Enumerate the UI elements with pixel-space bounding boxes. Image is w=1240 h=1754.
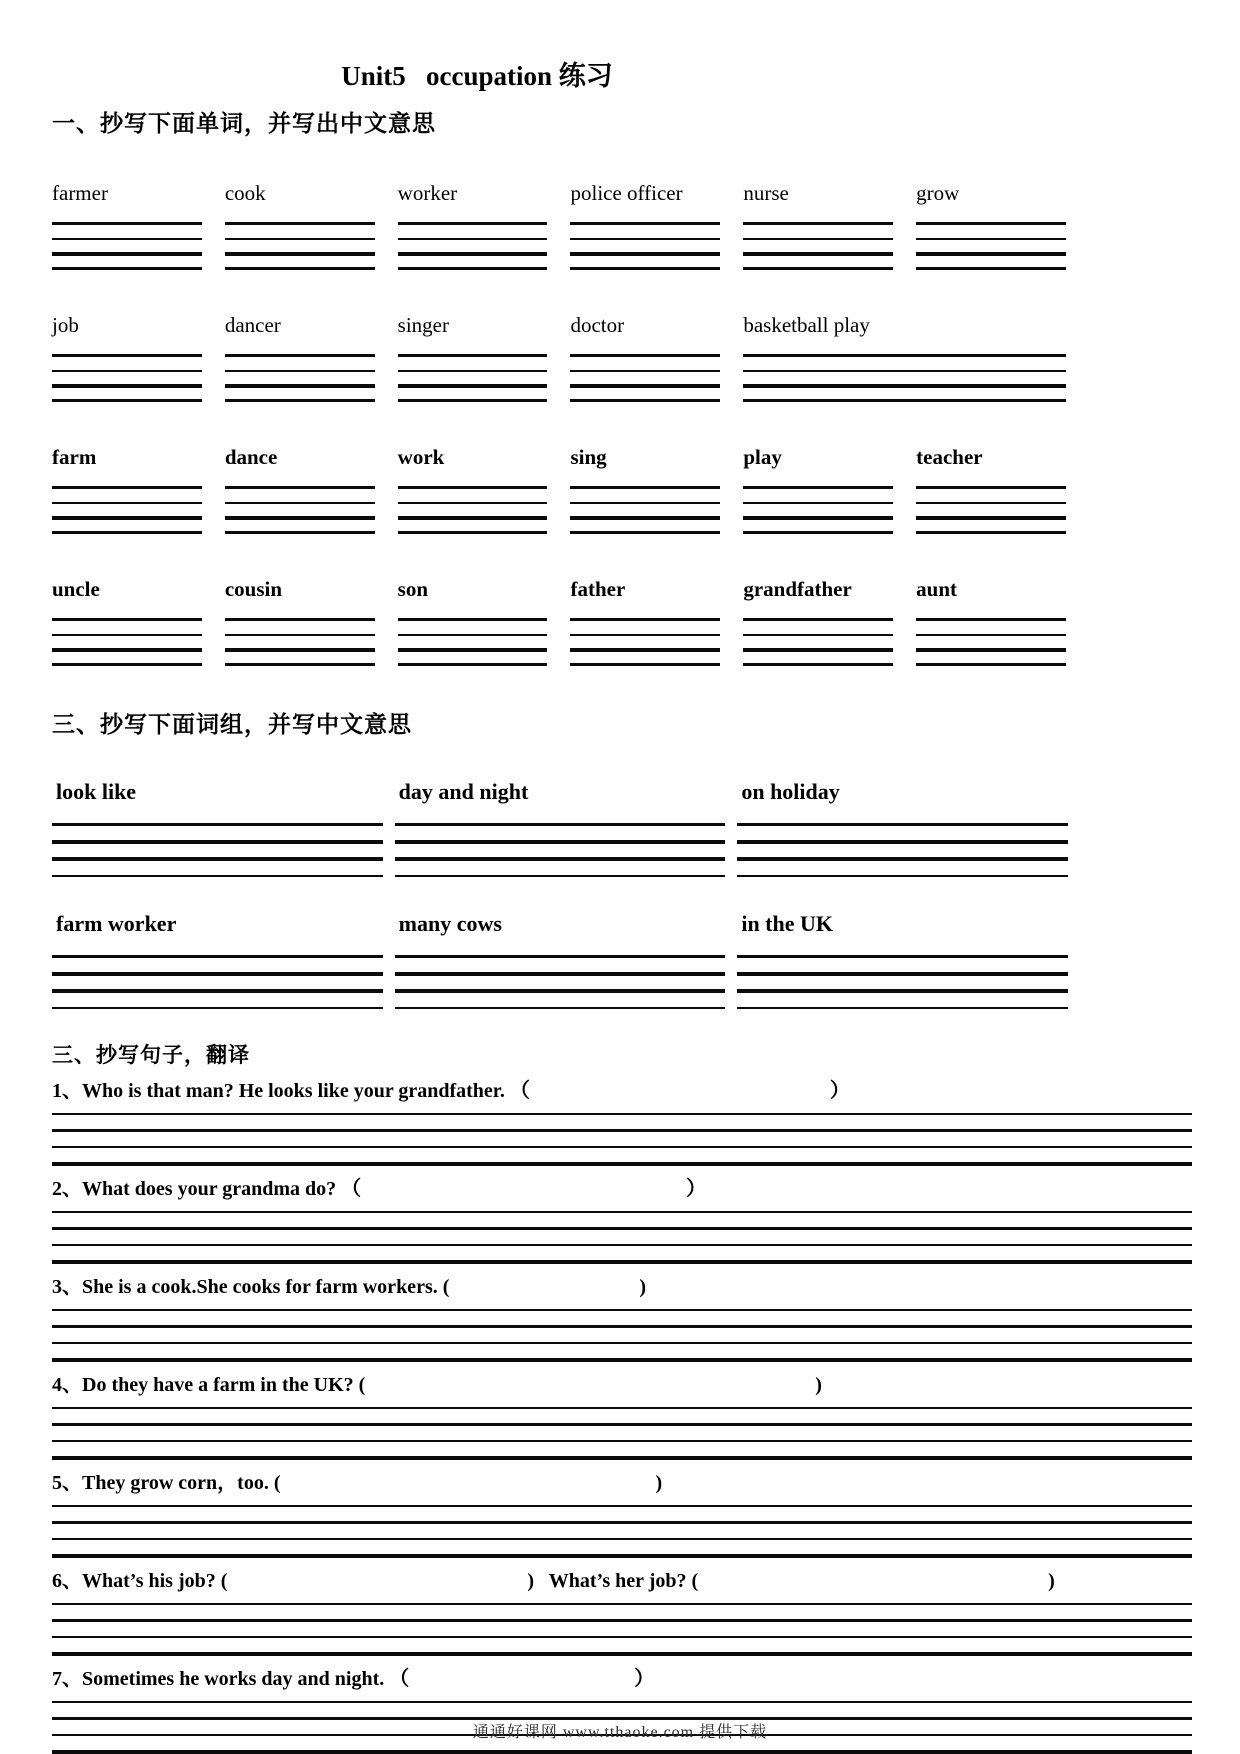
section-heading-sentences: 三、抄写句子，翻译: [52, 1044, 250, 1067]
writing-line: [52, 1244, 1192, 1246]
word-cell: [570, 310, 720, 402]
writing-line: [52, 840, 383, 844]
writing-line: [398, 252, 548, 256]
sentence-text: 1、Who is that man? He looks like your grandfather. （ ）: [52, 1080, 850, 1102]
phrase-cell: [395, 907, 726, 1009]
writing-line: [52, 399, 202, 402]
writing-line: [570, 486, 720, 489]
word-label: aunt: [916, 577, 958, 601]
writing-line: [570, 370, 720, 372]
word-label: cook: [224, 181, 266, 205]
page-title: Unit5 occupation 练习: [341, 61, 613, 91]
writing-line: [570, 663, 720, 666]
word-cell: [52, 442, 202, 534]
writing-line: [570, 618, 720, 621]
writing-line: [570, 531, 720, 534]
writing-line: [737, 989, 1068, 993]
writing-line: [52, 663, 202, 666]
sentence-row: [52, 1175, 1192, 1264]
word-cell: [398, 574, 548, 666]
sentence-text: 4、Do they have a farm in the UK? ( ): [52, 1374, 822, 1396]
writing-line: [52, 1521, 1192, 1524]
word-cell: [52, 574, 202, 666]
sentence-row: [52, 1469, 1192, 1558]
writing-line: [743, 252, 893, 256]
writing-line: [225, 516, 375, 520]
writing-line: [398, 531, 548, 534]
writing-line: [570, 516, 720, 520]
writing-lines: [52, 354, 202, 402]
writing-line: [743, 486, 893, 489]
word-cell: [570, 442, 720, 534]
writing-line: [398, 663, 548, 666]
writing-line: [52, 516, 202, 520]
writing-lines: [52, 1309, 1192, 1362]
writing-lines: [737, 823, 1068, 877]
writing-line: [225, 618, 375, 621]
writing-line: [743, 238, 893, 240]
writing-lines: [743, 222, 893, 270]
writing-line: [225, 648, 375, 652]
writing-line: [743, 354, 1066, 357]
writing-line: [225, 634, 375, 636]
writing-line: [737, 823, 1068, 826]
sentence-row: [52, 1567, 1192, 1656]
sentence-row: [52, 1273, 1192, 1362]
word-cell: [225, 178, 375, 270]
writing-line: [52, 502, 202, 504]
writing-line: [398, 238, 548, 240]
sentence-row: [52, 1371, 1192, 1460]
word-label: grandfather: [743, 577, 852, 601]
writing-line: [743, 399, 1066, 402]
writing-line: [737, 857, 1068, 861]
writing-line: [916, 516, 1066, 520]
writing-lines: [570, 222, 720, 270]
writing-line: [225, 238, 375, 240]
word-label: singer: [397, 313, 449, 337]
writing-line: [52, 1701, 1192, 1703]
writing-line: [52, 1750, 1192, 1754]
phrase-cell: [52, 907, 383, 1009]
word-label: basketball play: [743, 313, 870, 337]
word-cell: [398, 442, 548, 534]
writing-line: [916, 531, 1066, 534]
word-label: cousin: [224, 577, 283, 601]
writing-lines: [916, 222, 1066, 270]
writing-line: [52, 1619, 1192, 1622]
writing-line: [225, 399, 375, 402]
writing-line: [570, 252, 720, 256]
writing-lines: [743, 486, 893, 534]
footer-credit: 通通好课网 www.tthaoke.com 提供下载: [472, 1724, 768, 1741]
writing-line: [225, 370, 375, 372]
word-cell: [225, 574, 375, 666]
word-cell: [743, 574, 893, 666]
writing-line: [570, 238, 720, 240]
writing-lines: [52, 486, 202, 534]
word-label: uncle: [52, 577, 100, 601]
writing-line: [395, 989, 726, 993]
writing-lines: [570, 486, 720, 534]
word-cell: [398, 310, 548, 402]
writing-lines: [52, 222, 202, 270]
word-label: play: [743, 445, 782, 469]
writing-line: [916, 238, 1066, 240]
writing-line: [52, 1358, 1192, 1362]
writing-line: [52, 955, 383, 958]
writing-lines: [52, 618, 202, 666]
writing-line: [743, 516, 893, 520]
writing-line: [398, 354, 548, 357]
writing-line: [398, 267, 548, 270]
writing-lines: [570, 354, 720, 402]
word-row: [52, 310, 1066, 402]
writing-line: [52, 1146, 1192, 1148]
word-row: [52, 178, 1066, 270]
writing-line: [398, 516, 548, 520]
writing-line: [570, 354, 720, 357]
writing-line: [570, 634, 720, 636]
writing-line: [52, 1007, 383, 1009]
word-label: farm: [52, 445, 97, 469]
writing-line: [737, 955, 1068, 958]
writing-line: [570, 222, 720, 225]
phrase-cell: [737, 907, 1068, 1009]
writing-line: [225, 663, 375, 666]
phrase-cell: [52, 775, 383, 877]
writing-line: [743, 222, 893, 225]
sentence-row: [52, 1077, 1192, 1166]
writing-line: [52, 989, 383, 993]
word-label: teacher: [916, 445, 983, 469]
word-label: police officer: [570, 181, 683, 205]
writing-lines: [395, 823, 726, 877]
writing-lines: [225, 618, 375, 666]
writing-lines: [52, 1407, 1192, 1460]
writing-line: [52, 1456, 1192, 1460]
writing-line: [52, 486, 202, 489]
writing-line: [52, 1211, 1192, 1213]
writing-lines: [52, 955, 383, 1009]
writing-line: [570, 648, 720, 652]
writing-lines: [52, 1113, 1192, 1166]
writing-line: [398, 648, 548, 652]
writing-line: [52, 972, 383, 976]
writing-line: [398, 399, 548, 402]
writing-lines: [398, 486, 548, 534]
writing-line: [52, 875, 383, 877]
writing-line: [52, 1260, 1192, 1264]
word-cell: [743, 442, 893, 534]
writing-line: [743, 267, 893, 270]
writing-line: [570, 399, 720, 402]
writing-line: [398, 634, 548, 636]
writing-lines: [743, 354, 1066, 402]
writing-line: [52, 1554, 1192, 1558]
writing-line: [52, 1423, 1192, 1426]
writing-line: [52, 222, 202, 225]
writing-line: [52, 1652, 1192, 1656]
writing-line: [916, 618, 1066, 621]
writing-line: [398, 384, 548, 388]
writing-lines: [570, 618, 720, 666]
writing-line: [395, 1007, 726, 1009]
phrase-label: many cows: [398, 911, 502, 936]
word-label: job: [52, 313, 79, 337]
writing-line: [52, 370, 202, 372]
writing-line: [52, 618, 202, 621]
phrase-label: on holiday: [741, 779, 840, 804]
writing-line: [52, 823, 383, 826]
writing-line: [398, 486, 548, 489]
writing-line: [225, 222, 375, 225]
writing-line: [52, 1603, 1192, 1605]
writing-line: [395, 857, 726, 861]
phrase-cell: [737, 775, 1068, 877]
writing-lines: [916, 486, 1066, 534]
writing-line: [737, 840, 1068, 844]
writing-lines: [225, 354, 375, 402]
writing-line: [916, 648, 1066, 652]
writing-line: [916, 222, 1066, 225]
writing-line: [398, 370, 548, 372]
word-label: nurse: [743, 181, 789, 205]
writing-line: [743, 663, 893, 666]
word-cell: [398, 178, 548, 270]
writing-line: [52, 531, 202, 534]
writing-line: [570, 384, 720, 388]
writing-line: [52, 634, 202, 636]
writing-lines: [398, 222, 548, 270]
writing-line: [225, 486, 375, 489]
writing-line: [52, 1129, 1192, 1132]
writing-line: [52, 384, 202, 388]
writing-line: [737, 972, 1068, 976]
writing-line: [52, 267, 202, 270]
word-row: [52, 442, 1066, 534]
sentence-text: 3、She is a cook.She cooks for farm workers. ( ): [52, 1276, 647, 1298]
word-cell: [916, 574, 1066, 666]
writing-line: [570, 267, 720, 270]
writing-lines: [52, 823, 383, 877]
phrase-label: day and night: [398, 779, 529, 804]
writing-line: [395, 840, 726, 844]
word-label: farmer: [52, 181, 108, 205]
writing-line: [743, 634, 893, 636]
writing-line: [395, 955, 726, 958]
writing-line: [52, 648, 202, 652]
word-label: grow: [916, 181, 960, 205]
writing-line: [743, 531, 893, 534]
word-label: father: [570, 577, 626, 601]
word-cell: [916, 442, 1066, 534]
writing-line: [225, 384, 375, 388]
writing-lines: [737, 955, 1068, 1009]
writing-line: [398, 618, 548, 621]
writing-line: [52, 1407, 1192, 1409]
writing-line: [52, 1227, 1192, 1230]
writing-line: [52, 1538, 1192, 1540]
writing-lines: [916, 618, 1066, 666]
writing-line: [225, 252, 375, 256]
writing-line: [916, 486, 1066, 489]
sentence-text: 6、What’s his job? ( ) What’s her job? ( ): [52, 1570, 1055, 1592]
writing-line: [52, 1325, 1192, 1328]
word-cell: [52, 310, 202, 402]
writing-line: [737, 1007, 1068, 1009]
writing-line: [52, 1505, 1192, 1507]
word-label: doctor: [570, 313, 625, 337]
writing-line: [743, 648, 893, 652]
writing-lines: [52, 1603, 1192, 1656]
sentence-text: 2、What does your grandma do? （ ）: [52, 1178, 707, 1200]
phrase-row: [52, 907, 1068, 1009]
word-cell: [743, 310, 1066, 402]
sentence-text: 5、They grow corn，too. ( ): [52, 1472, 663, 1494]
word-cell: [225, 442, 375, 534]
writing-line: [570, 502, 720, 504]
writing-line: [737, 875, 1068, 877]
section-heading-words: 一、抄写下面单词，并写出中文意思: [52, 110, 436, 136]
writing-line: [916, 267, 1066, 270]
word-cell: [916, 178, 1066, 270]
writing-line: [225, 531, 375, 534]
writing-line: [52, 1342, 1192, 1344]
writing-line: [395, 972, 726, 976]
word-cell: [570, 178, 720, 270]
writing-line: [225, 267, 375, 270]
sentence-text: 7、Sometimes he works day and night. （ ）: [52, 1668, 655, 1690]
word-label: worker: [397, 181, 458, 205]
writing-line: [225, 354, 375, 357]
writing-line: [395, 875, 726, 877]
section-heading-phrases: 三、抄写下面词组，并写中文意思: [52, 711, 412, 737]
writing-lines: [52, 1211, 1192, 1264]
word-label: son: [397, 577, 429, 601]
writing-line: [395, 823, 726, 826]
writing-line: [398, 502, 548, 504]
writing-line: [52, 238, 202, 240]
writing-line: [916, 663, 1066, 666]
phrase-cell: [395, 775, 726, 877]
word-cell: [743, 178, 893, 270]
word-cell: [52, 178, 202, 270]
writing-lines: [395, 955, 726, 1009]
word-cell: [570, 574, 720, 666]
writing-lines: [225, 486, 375, 534]
word-label: dance: [224, 445, 278, 469]
word-row: [52, 574, 1066, 666]
phrase-label: in the UK: [741, 911, 834, 936]
word-cell: [225, 310, 375, 402]
word-label: sing: [570, 445, 607, 469]
writing-line: [52, 857, 383, 861]
writing-line: [398, 222, 548, 225]
writing-lines: [225, 222, 375, 270]
writing-lines: [398, 618, 548, 666]
writing-line: [916, 502, 1066, 504]
writing-line: [52, 1113, 1192, 1115]
writing-line: [52, 252, 202, 256]
writing-line: [52, 1309, 1192, 1311]
writing-line: [743, 384, 1066, 388]
writing-line: [916, 252, 1066, 256]
writing-line: [743, 370, 1066, 372]
writing-lines: [52, 1505, 1192, 1558]
phrase-row: [52, 775, 1068, 877]
phrase-label: farm worker: [56, 911, 177, 936]
writing-line: [52, 354, 202, 357]
phrase-label: look like: [56, 779, 137, 804]
writing-line: [52, 1162, 1192, 1166]
writing-line: [52, 1440, 1192, 1442]
word-label: work: [397, 445, 445, 469]
word-label: dancer: [224, 313, 281, 337]
writing-lines: [743, 618, 893, 666]
writing-line: [52, 1636, 1192, 1638]
writing-line: [743, 618, 893, 621]
writing-line: [743, 502, 893, 504]
writing-line: [916, 634, 1066, 636]
writing-line: [225, 502, 375, 504]
writing-lines: [398, 354, 548, 402]
